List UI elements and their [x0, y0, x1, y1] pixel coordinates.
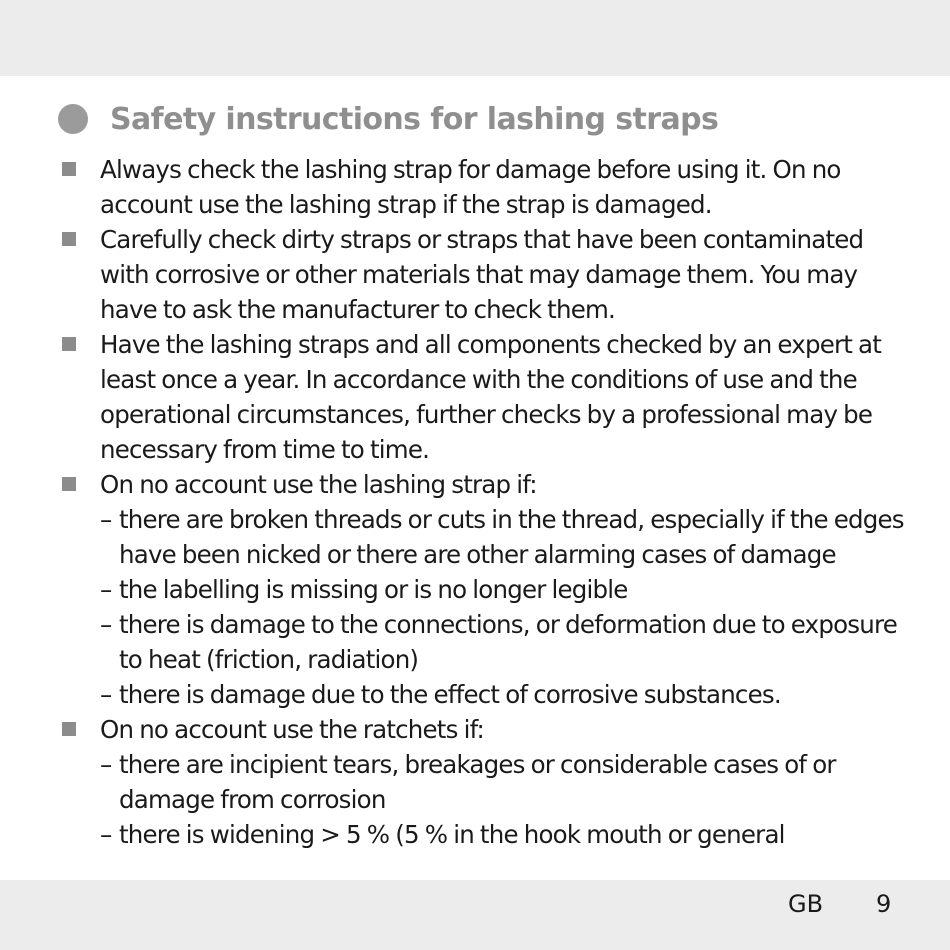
item-line: On no account use the lashing strap if:	[100, 470, 537, 499]
item-line: Always check the lashing strap for damage before using it. On no	[100, 155, 841, 184]
sub-item-line: there is widening > 5 % (5 % in the hook mouth or general	[119, 820, 785, 849]
sub-item-line: to heat (friction, radiation)	[119, 645, 419, 674]
sub-item-line: damage from corrosion	[119, 785, 386, 814]
item-line: Carefully check dirty straps or straps that have been contaminated	[100, 225, 864, 254]
item-line: have to ask the manufacturer to check them.	[100, 295, 616, 324]
dash-marker: –	[100, 750, 113, 779]
item-line: least once a year. In accordance with the conditions of use and the	[100, 365, 857, 394]
sub-list-item	[62, 677, 902, 712]
page-number: 9	[876, 890, 892, 918]
item-line: account use the lashing strap if the strap is damaged.	[100, 190, 712, 219]
sub-item-line: the labelling is missing or is no longer legible	[119, 575, 628, 604]
section-heading	[58, 96, 718, 142]
section-title: Safety instructions for lashing straps	[110, 101, 719, 137]
sub-item-line: there is damage to the connections, or deformation due to exposure	[119, 610, 897, 639]
dash-marker: –	[100, 680, 113, 709]
item-line: On no account use the ratchets if:	[100, 715, 484, 744]
sub-item-line: there are broken threads or cuts in the thread, especially if the edges	[119, 505, 904, 534]
square-bullet-icon	[62, 477, 76, 491]
footer-language: GB	[788, 890, 824, 918]
list-item	[62, 327, 902, 467]
square-bullet-icon	[62, 162, 76, 176]
item-line: Have the lashing straps and all components checked by an expert at	[100, 330, 882, 359]
sub-list-item	[62, 502, 902, 572]
square-bullet-icon	[62, 722, 76, 736]
sub-list-item	[62, 817, 902, 852]
sub-item-line: there are incipient tears, breakages or considerable cases of or	[119, 750, 836, 779]
sub-item-line: there is damage due to the effect of corrosive substances.	[119, 680, 781, 709]
top-band	[0, 0, 950, 76]
list-item	[62, 152, 902, 222]
sub-list-item	[62, 607, 902, 677]
list-item	[62, 712, 902, 747]
list-item	[62, 222, 902, 327]
item-line: necessary from time to time.	[100, 435, 430, 464]
list-item	[62, 467, 902, 502]
dash-marker: –	[100, 505, 113, 534]
sub-item-line: have been nicked or there are other alarming cases of damage	[119, 540, 836, 569]
item-line: with corrosive or other materials that may damage them. You may	[100, 260, 858, 289]
dash-marker: –	[100, 610, 113, 639]
instructions-list	[62, 152, 902, 852]
dash-marker: –	[100, 575, 113, 604]
sub-list-item	[62, 747, 902, 817]
square-bullet-icon	[62, 232, 76, 246]
square-bullet-icon	[62, 337, 76, 351]
circle-bullet-icon	[58, 104, 88, 134]
item-line: operational circumstances, further checks by a professional may be	[100, 400, 873, 429]
dash-marker: –	[100, 820, 113, 849]
sub-list-item	[62, 572, 902, 607]
